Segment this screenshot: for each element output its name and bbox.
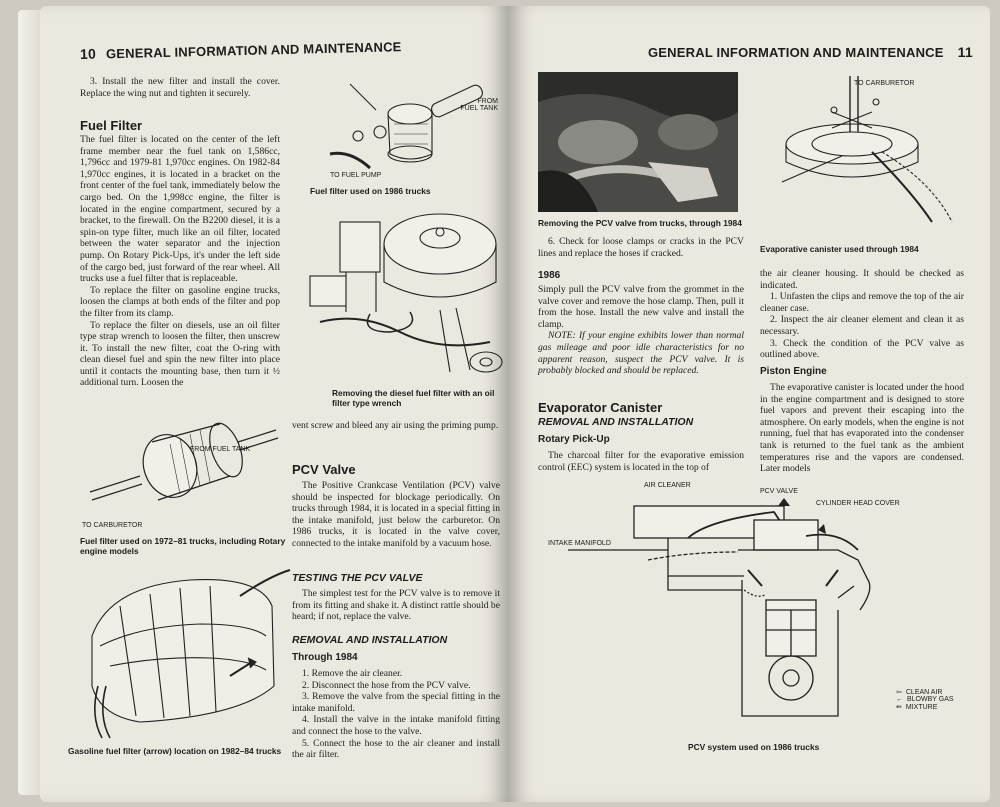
evap-steps: the air cleaner housing. It should be checked as indicated. 1. Unfasten the clips and remove the top of the air cleaner case. 2. Inspect the air cleaner element and clean it as necessary. 3. Check the condition of the PCV valve as outlined above. (760, 268, 964, 361)
canister-caption: Evaporative canister used through 1984 (760, 244, 919, 254)
fuel-filter-1986-illustration (310, 64, 500, 174)
fig3-caption: Fuel filter used on 1972–81 trucks, including Rotary engine models (80, 536, 286, 556)
heading-1986: 1986 (538, 270, 561, 281)
evap-step: 2. Inspect the air cleaner element and clean it as necessary. (760, 314, 964, 337)
left-header-title: GENERAL INFORMATION AND MAINTENANCE (105, 39, 402, 62)
evaporator-canister-heading: Evaporator Canister (538, 400, 663, 415)
fig1-label-to: TO FUEL PUMP (330, 172, 382, 179)
fig3-label-to: TO CARBURETOR (82, 522, 143, 529)
pcv-step: 1. Remove the air cleaner. (302, 668, 403, 679)
pcv-fig-legend (896, 688, 954, 711)
legend-item: ⇦ CLEAN AIR (896, 688, 943, 696)
right-page-header (648, 44, 973, 60)
intro-step: 3. Install the new filter and install the cover. Replace the wing nut and tighten it securely. (80, 76, 280, 99)
evaporative-canister-illustration (772, 72, 972, 242)
clean-air-arrow-icon: ⇦ (896, 689, 902, 696)
piston-engine-heading: Piston Engine (760, 366, 827, 377)
pcv-fig-pcv-valve: PCV VALVE (760, 488, 798, 495)
testing-pcv-text: The simplest test for the PCV valve is to remove it from its fitting and shake it. A distinct rattle should be heard; if not, replace the valve. (292, 588, 500, 623)
pcv-step: 3. Remove the valve from the special fitting in the intake manifold. (292, 691, 500, 714)
fuel-filter-text: The fuel filter is located on the center of the left frame member near the fuel tank on 1,586cc, 1,796cc and 1979-81 1,970cc engines. On 1982-84 1,970cc engines, it is located in a bracket on the front center of the fuel tank, immediately below the cargo bed. On the 1,998cc engine, the filter is located in the engine compartment, secured by a bracket, to the firewall. On the B2200 diesel, it is a spin-on type filter, much like an oil filter, located between the water separator and the injection pump. On Rotary Pick-Ups, it's under the left side of the cargo bed, just forward of the rear wheel. All trucks use a fuel filter that is replaceable. To replace the filter on gasoline engine trucks, loosen the clamps at both ends of the filter and pop the filter from its clamp. To replace the filter on diesels, use an oil filter type strap wrench to loosen the filter, then unscrew it. To install the new filter, coat the O-ring with clean diesel fuel and spin the new filter into place until it contacts the mounting base, then turn it ½ additional turn. Loosen the (80, 134, 280, 389)
pcv-removal-steps (292, 668, 500, 761)
fuel-filter-1972-illustration (80, 404, 280, 524)
pcv-valve-heading: PCV Valve (292, 462, 356, 477)
pcv-fig-cylinder-head: CYLINDER HEAD COVER (816, 500, 900, 507)
fig4-caption: Gasoline fuel filter (arrow) location on 1982–84 trucks (68, 746, 282, 756)
evap-removal-heading: REMOVAL AND INSTALLATION (538, 416, 694, 428)
right-page (508, 6, 990, 802)
legend-item: ⇚ MIXTURE (896, 703, 938, 711)
text-1986: Simply pull the PCV valve from the grommet in the valve cover and remove the hose clamp. Then, pull it from the hose. Install the new valve and install the clamp. NOTE: If your engine exhibits lower than normal gas mileage and poor idle characteristics for no apparent reason, suspect the PCV valve. It is probably blocked and should be replaced. (538, 284, 744, 377)
fig3-label-from: FROM FUEL TANK (190, 446, 251, 453)
diesel-filter-wrench-illustration (300, 202, 505, 382)
blowby-arrow-icon: ← (896, 696, 903, 703)
left-page-header (80, 38, 402, 62)
legend-item: ← BLOWBY GAS (896, 696, 954, 703)
photo-caption: Removing the PCV valve from trucks, through 1984 (538, 218, 742, 228)
mixture-arrow-icon: ⇚ (896, 704, 902, 711)
fuel-tank-illustration (80, 566, 300, 741)
pcv-fig-intake-manifold: INTAKE MANIFOLD (548, 540, 611, 547)
pcv-fig-air-cleaner: AIR CLEANER (644, 482, 691, 489)
evap-step: 3. Check the condition of the PCV valve as outlined above. (760, 337, 964, 361)
step6-text: 6. Check for loose clamps or cracks in the PCV lines and replace the hoses if cracked. (538, 236, 744, 259)
fig2-caption: Removing the diesel fuel filter with an oil filter type wrench (332, 388, 495, 408)
rotary-pickup-text: The charcoal filter for the evaporative emission control (EEC) system is located in the top of (538, 450, 744, 473)
fig1-label-from: FROM FUEL TANK (460, 98, 498, 112)
pcv-valve-text: The Positive Crankcase Ventilation (PCV) valve should be inspected for blockage periodically. On trucks through 1984, it is located in a special fitting in the intake manifold, just below the carburetor. On 1986 trucks, it is located in the valve cover, connected to the intake manifold by a vacuum hose. (292, 480, 500, 549)
removal-installation-heading: REMOVAL AND INSTALLATION (292, 634, 448, 646)
pcv-step: 4. Install the valve in the intake manifold fitting and connect the hose to the valve. (292, 714, 500, 737)
testing-pcv-heading: TESTING THE PCV VALVE (292, 572, 423, 584)
note-text: NOTE: If your engine exhibits lower than normal gas mileage and poor idle characteristics for no apparent reason, suspect the PCV valve. It is probably blocked and should be replaced. (538, 330, 744, 377)
pcv-step: 5. Connect the hose to the air cleaner and install the air filter. (292, 737, 500, 761)
rotary-pickup-heading: Rotary Pick-Up (538, 434, 610, 445)
fuel-filter-text-continued: vent screw and bleed any air using the priming pump. (292, 420, 499, 431)
through-1984-heading: Through 1984 (292, 652, 358, 663)
right-header-title: GENERAL INFORMATION AND MAINTENANCE (648, 45, 944, 60)
pcv-fig-caption: PCV system used on 1986 trucks (688, 742, 820, 752)
piston-engine-text: The evaporative canister is located under the hood in the engine compartment and is designed to store fuel vapors and prevent their escaping into the atmosphere. On early models, when the engine is not running, fuel that has evaporated into the condenser tank is returned to the fuel tank as the ambient temperatures rise and the vapors are condensed. Later models (760, 382, 964, 475)
fig1-caption: Fuel filter used on 1986 trucks (310, 186, 431, 196)
left-page-number: 10 (79, 45, 97, 62)
pcv-removal-photo (538, 72, 738, 212)
pcv-step: 2. Disconnect the hose from the PCV valve. (302, 679, 471, 691)
fuel-filter-heading: Fuel Filter (80, 118, 143, 133)
canister-label: TO CARBURETOR (854, 80, 915, 87)
evap-step: 1. Unfasten the clips and remove the top of the air cleaner case. (760, 291, 964, 314)
right-page-number: 11 (957, 44, 973, 60)
left-page (40, 6, 508, 802)
